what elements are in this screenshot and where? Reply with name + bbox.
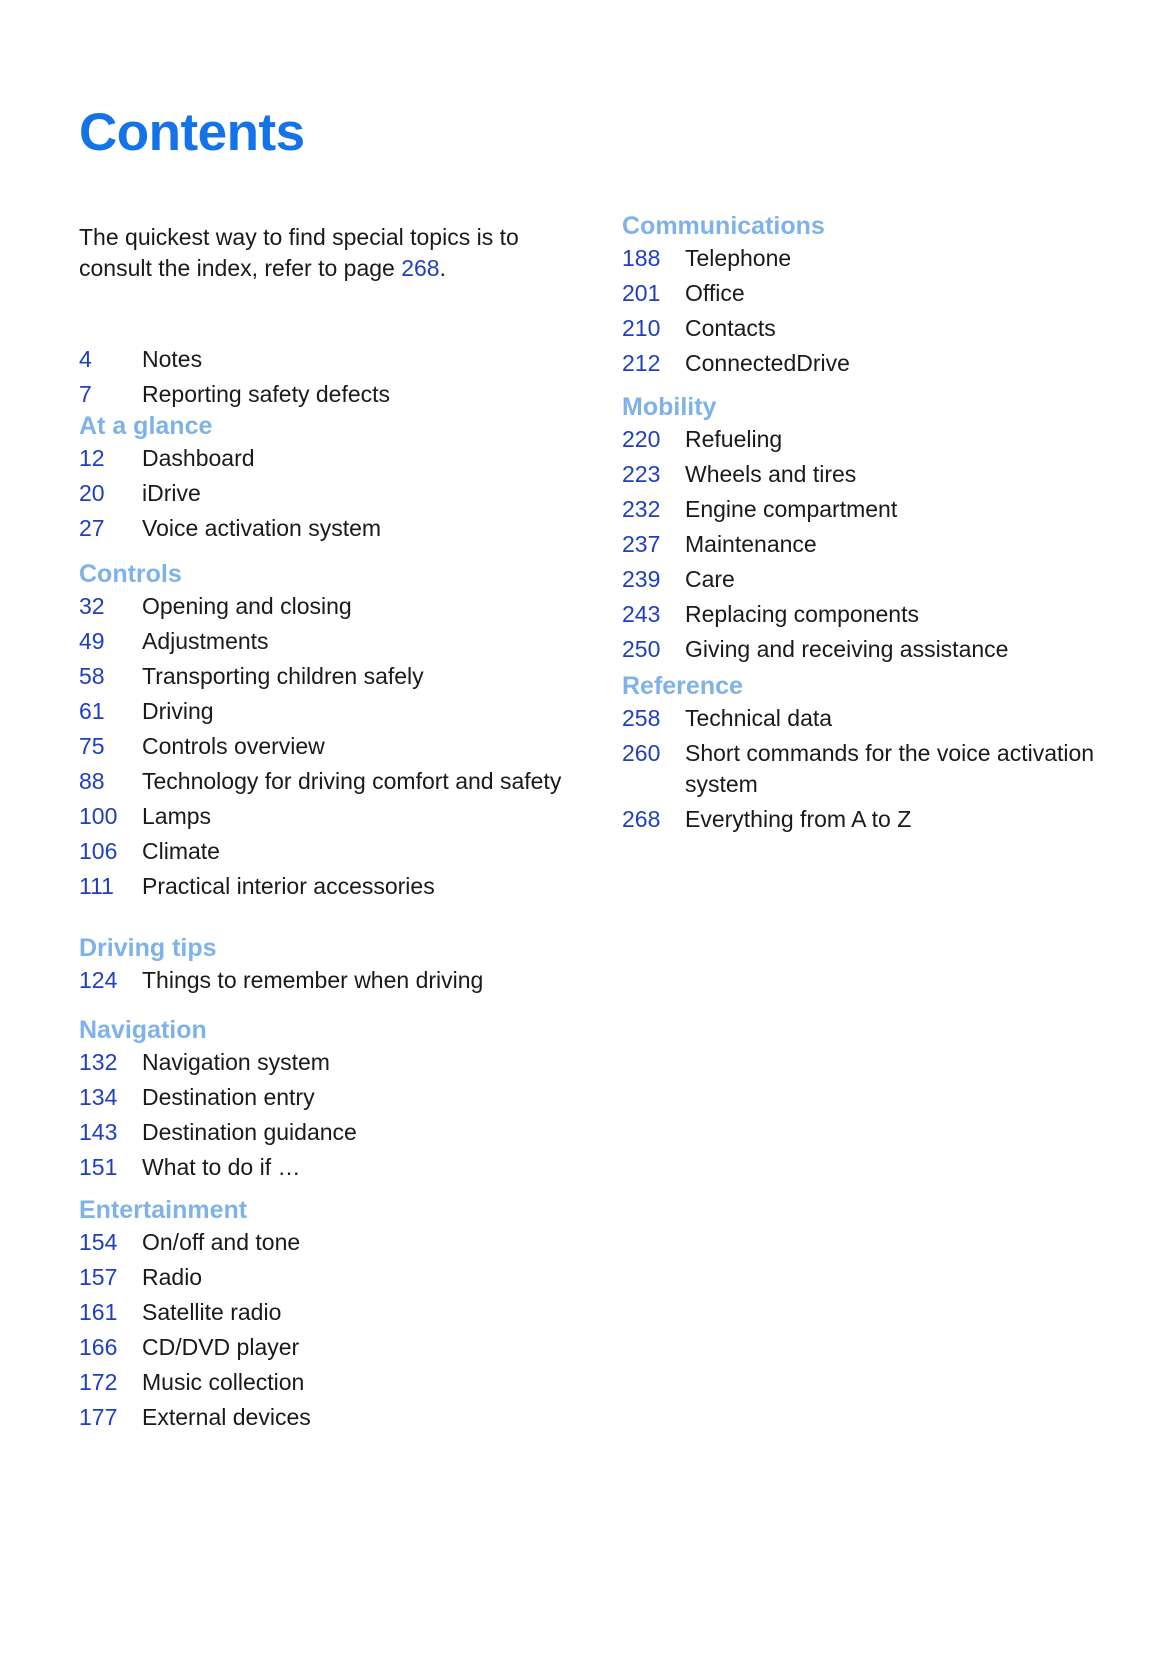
toc-entry[interactable]	[622, 278, 850, 309]
toc-entry-page[interactable]: 20	[79, 480, 105, 506]
toc-entry-title[interactable]: Controls overview	[142, 733, 325, 759]
toc-entry[interactable]	[622, 738, 1142, 800]
toc-entry-page[interactable]: 161	[79, 1299, 118, 1325]
section-heading: Entertainment	[79, 1196, 248, 1224]
toc-entry-page[interactable]: 232	[622, 496, 661, 522]
toc-entry-title[interactable]: Practical interior accessories	[142, 873, 435, 899]
toc-entry[interactable]	[622, 494, 1008, 525]
toc-entry[interactable]	[79, 1332, 311, 1363]
toc-entry-title[interactable]: Things to remember when driving	[142, 967, 484, 993]
toc-entry[interactable]	[79, 661, 561, 692]
toc-entry-page[interactable]: 49	[79, 628, 105, 654]
toc-entry-title[interactable]: Maintenance	[685, 531, 817, 557]
section-heading: Controls	[79, 560, 182, 588]
toc-section	[622, 669, 1142, 839]
toc-entry[interactable]	[79, 1402, 311, 1433]
toc-entry-page[interactable]: 111	[79, 873, 114, 899]
toc-entry[interactable]	[622, 564, 1008, 595]
toc-entry-page[interactable]: 188	[622, 245, 661, 271]
toc-entry[interactable]	[79, 766, 561, 797]
toc-entry-title[interactable]: ConnectedDrive	[685, 350, 850, 376]
toc-entry[interactable]	[79, 379, 390, 410]
toc-entry-title[interactable]: Reporting safety defects	[142, 381, 391, 407]
toc-entry-title[interactable]: Satellite radio	[142, 1299, 282, 1325]
toc-entry[interactable]	[79, 1117, 357, 1148]
toc-entry[interactable]	[622, 459, 1008, 490]
toc-entry-title[interactable]: Destination guidance	[142, 1119, 357, 1145]
toc-entry-page[interactable]: 12	[79, 445, 105, 471]
toc-entry-page[interactable]: 212	[622, 350, 661, 376]
toc-entry-title[interactable]: Short commands for the voice activation system	[685, 740, 1095, 797]
toc-entry-title[interactable]: Office	[685, 280, 745, 306]
toc-entry-page[interactable]: 239	[622, 566, 661, 592]
toc-entry-page[interactable]: 210	[622, 315, 661, 341]
toc-entry-page[interactable]: 157	[79, 1264, 118, 1290]
toc-entry-title[interactable]: Lamps	[142, 803, 212, 829]
toc-entry-page[interactable]: 243	[622, 601, 661, 627]
toc-entry-title[interactable]: What to do if …	[142, 1154, 301, 1180]
toc-entry-page[interactable]: 134	[79, 1084, 118, 1110]
index-page-link[interactable]: 268	[401, 255, 440, 281]
toc-entry[interactable]	[622, 599, 1008, 630]
toc-entry-title[interactable]: Replacing components	[685, 601, 919, 627]
toc-entry[interactable]	[79, 478, 381, 509]
toc-entry-title[interactable]: Opening and closing	[142, 593, 352, 619]
toc-entry-title[interactable]: Engine compartment	[685, 496, 898, 522]
toc-entry[interactable]	[622, 348, 850, 379]
toc-entry-page[interactable]: 7	[79, 381, 92, 407]
intro-text	[79, 222, 579, 284]
toc-entry-title[interactable]: Everything from A to Z	[685, 806, 912, 832]
toc-entry-page[interactable]: 201	[622, 280, 661, 306]
toc-entry-title[interactable]: External devices	[142, 1404, 311, 1430]
toc-entry-title[interactable]: Music collection	[142, 1369, 305, 1395]
toc-entry-page[interactable]: 88	[79, 768, 105, 794]
toc-entry-title[interactable]: CD/DVD player	[142, 1334, 300, 1360]
toc-entry-title[interactable]: Contacts	[685, 315, 776, 341]
toc-entry[interactable]	[622, 529, 1008, 560]
toc-entry[interactable]	[622, 313, 850, 344]
page-title: Contents	[79, 103, 305, 162]
toc-entry-title[interactable]: Adjustments	[142, 628, 269, 654]
toc-entry-page[interactable]: 268	[622, 806, 661, 832]
toc-entry-page[interactable]: 100	[79, 803, 118, 829]
toc-entry-title[interactable]: Wheels and tires	[685, 461, 857, 487]
toc-entry-page[interactable]: 4	[79, 346, 92, 372]
toc-entry[interactable]	[79, 1082, 357, 1113]
toc-entry[interactable]	[79, 1152, 357, 1183]
toc-entry-title[interactable]: Voice activation system	[142, 515, 382, 541]
toc-entry-page[interactable]: 177	[79, 1404, 118, 1430]
toc-entry-title[interactable]: Technology for driving comfort and safety	[142, 768, 562, 794]
toc-entry-title[interactable]: Giving and receiving assistance	[685, 636, 1009, 662]
toc-entry-title[interactable]: Navigation system	[142, 1049, 330, 1075]
toc-entry-page[interactable]: 27	[79, 515, 105, 541]
toc-entry[interactable]	[622, 804, 1142, 835]
toc-section	[79, 344, 390, 414]
toc-entry-page[interactable]: 61	[79, 698, 105, 724]
toc-entry[interactable]	[79, 591, 561, 622]
toc-entry-title[interactable]: Care	[685, 566, 735, 592]
toc-entry[interactable]	[79, 871, 561, 902]
toc-entry[interactable]	[79, 344, 390, 375]
toc-entry-title[interactable]: Climate	[142, 838, 220, 864]
toc-entry-title[interactable]: Refueling	[685, 426, 783, 452]
section-heading: Driving tips	[79, 934, 217, 962]
intro-sentence: The quickest way to find special topics is to consult the index, refer to page	[79, 224, 519, 281]
toc-entry-page[interactable]: 154	[79, 1229, 118, 1255]
toc-entry[interactable]	[79, 801, 561, 832]
toc-entry[interactable]	[79, 1297, 311, 1328]
intro-period: .	[439, 255, 446, 281]
toc-entry[interactable]	[79, 626, 561, 657]
toc-entry-title[interactable]: Technical data	[685, 705, 833, 731]
toc-entry-page[interactable]: 151	[79, 1154, 118, 1180]
toc-entry-page[interactable]: 220	[622, 426, 661, 452]
toc-entry-page[interactable]: 172	[79, 1369, 118, 1395]
toc-section	[79, 409, 381, 548]
toc-entry-title[interactable]: Transporting children safely	[142, 663, 424, 689]
toc-entry-page[interactable]: 58	[79, 663, 105, 689]
toc-entry-title[interactable]: Radio	[142, 1264, 203, 1290]
section-heading: Mobility	[622, 393, 717, 421]
toc-entry-page[interactable]: 237	[622, 531, 661, 557]
section-heading: Communications	[622, 212, 825, 240]
toc-section	[79, 1013, 357, 1187]
toc-entry[interactable]	[622, 243, 850, 274]
toc-section	[79, 557, 561, 906]
section-heading: At a glance	[79, 412, 213, 440]
toc-entry[interactable]	[79, 443, 381, 474]
toc-entry[interactable]	[79, 1262, 311, 1293]
section-heading: Reference	[622, 672, 743, 700]
toc-entry-page[interactable]: 124	[79, 967, 118, 993]
toc-entry-page[interactable]: 250	[622, 636, 661, 662]
toc-entry-page[interactable]: 32	[79, 593, 105, 619]
toc-entry-page[interactable]: 166	[79, 1334, 118, 1360]
toc-entry[interactable]	[79, 1047, 357, 1078]
toc-section	[79, 1193, 311, 1437]
toc-entry-title[interactable]: Driving	[142, 698, 214, 724]
toc-entry-title[interactable]: Telephone	[685, 245, 792, 271]
toc-entry[interactable]	[79, 513, 381, 544]
toc-entry-page[interactable]: 223	[622, 461, 661, 487]
toc-entry[interactable]	[79, 965, 483, 996]
toc-entry-page[interactable]: 143	[79, 1119, 118, 1145]
toc-entry-title[interactable]: Notes	[142, 346, 203, 372]
toc-entry-page[interactable]: 75	[79, 733, 105, 759]
toc-entry-title[interactable]: Dashboard	[142, 445, 255, 471]
toc-entry[interactable]	[79, 731, 561, 762]
toc-section	[622, 390, 1008, 669]
toc-entry[interactable]	[79, 1367, 311, 1398]
toc-entry[interactable]	[79, 1227, 311, 1258]
toc-entry-title[interactable]: iDrive	[142, 480, 201, 506]
toc-entry[interactable]	[622, 424, 1008, 455]
toc-entry-page[interactable]: 258	[622, 705, 661, 731]
section-heading: Navigation	[79, 1016, 207, 1044]
toc-entry-page[interactable]: 106	[79, 838, 118, 864]
toc-entry-title[interactable]: Destination entry	[142, 1084, 315, 1110]
toc-entry-title[interactable]: On/off and tone	[142, 1229, 301, 1255]
toc-entry-page[interactable]: 132	[79, 1049, 118, 1075]
toc-entry[interactable]	[622, 634, 1008, 665]
toc-entry[interactable]	[79, 696, 561, 727]
toc-entry-page[interactable]: 260	[622, 740, 661, 766]
toc-section	[79, 931, 483, 1000]
toc-entry[interactable]	[79, 836, 561, 867]
toc-entry[interactable]	[622, 703, 1142, 734]
toc-section	[622, 209, 850, 383]
